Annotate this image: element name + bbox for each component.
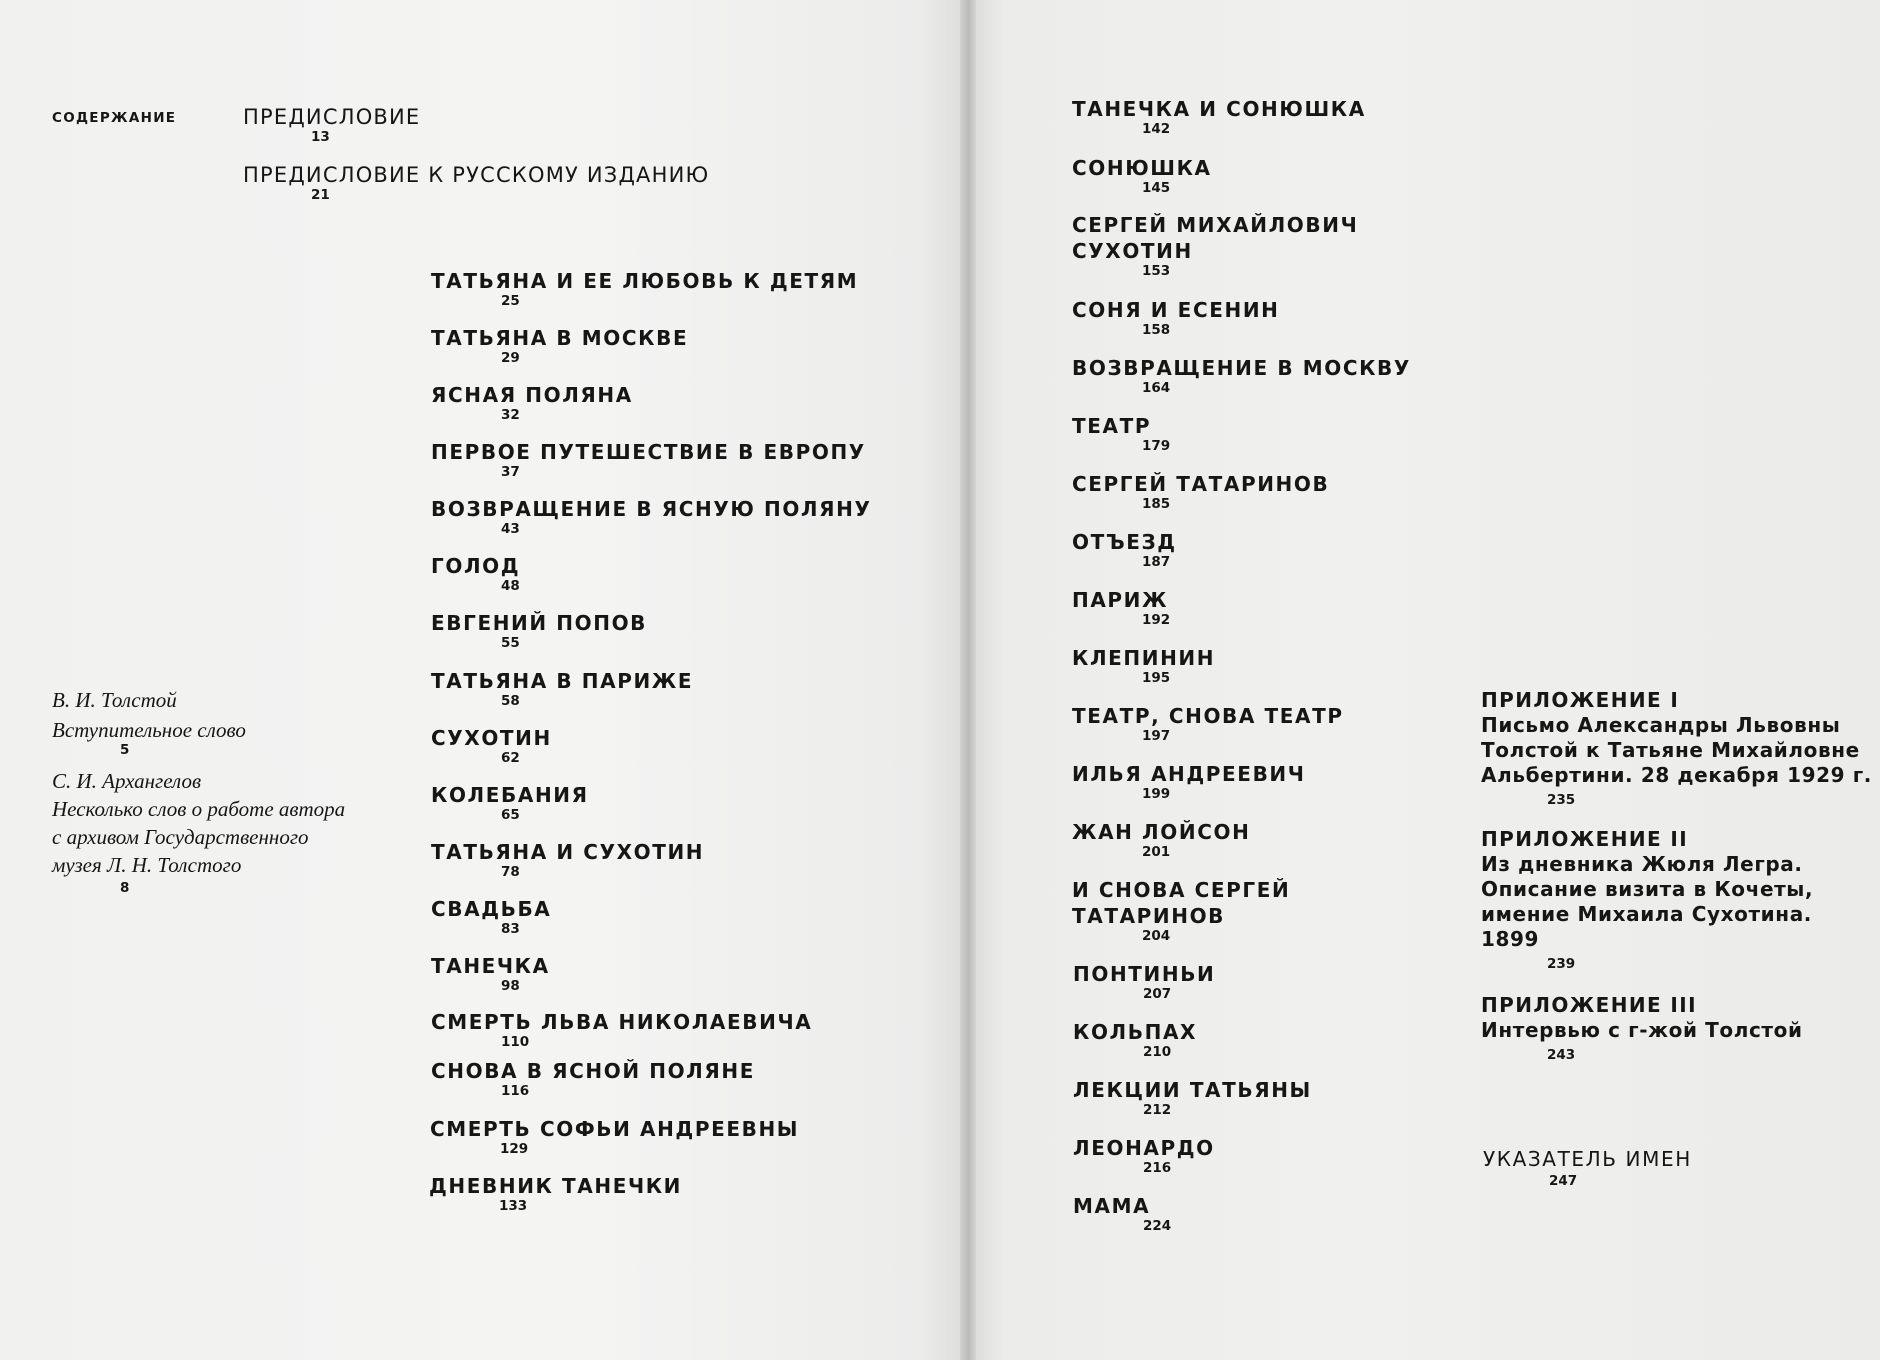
toc-entry <box>431 668 693 709</box>
toc-page: 43 <box>501 521 520 537</box>
toc-title: СУХОТИН <box>431 726 552 750</box>
index-entry <box>1483 1147 1692 1189</box>
toc-title: ВОЗВРАЩЕНИЕ В ЯСНУЮ ПОЛЯНУ <box>431 497 872 521</box>
toc-title: ЯСНАЯ ПОЛЯНА <box>431 383 633 407</box>
toc-title: ДНЕВНИК ТАНЕЧКИ <box>429 1174 683 1198</box>
toc-entry <box>1072 819 1250 860</box>
toc-title: ТЕАТР <box>1072 414 1152 438</box>
toc-entry <box>1072 155 1212 196</box>
toc-entry <box>431 782 589 823</box>
toc-entry-russian-preface <box>243 162 709 203</box>
toc-title: ГОЛОД <box>431 554 521 578</box>
toc-title: СОНЯ И ЕСЕНИН <box>1072 298 1280 322</box>
toc-title: ВОЗВРАЩЕНИЕ В МОСКВУ <box>1072 356 1411 380</box>
toc-page: 129 <box>500 1141 529 1157</box>
toc-title: СМЕРТЬ ЛЬВА НИКОЛАЕВИЧА <box>431 1010 813 1034</box>
toc-page: 133 <box>499 1198 528 1214</box>
appendix-page: 243 <box>1547 1047 1576 1063</box>
appendix-body: Интервью с г-жой Толстой <box>1481 1018 1803 1042</box>
toc-entry <box>1072 96 1366 137</box>
toc-page: 21 <box>311 187 330 203</box>
toc-entry <box>431 382 633 423</box>
toc-entry <box>431 953 550 994</box>
toc-title: ПЕРВОЕ ПУТЕШЕСТВИЕ В ЕВРОПУ <box>431 440 866 464</box>
toc-page: 62 <box>501 750 520 766</box>
toc-page: 153 <box>1142 263 1171 279</box>
toc-page: 83 <box>501 921 520 937</box>
toc-title: СВАДЬБА <box>431 897 552 921</box>
toc-page: 13 <box>311 129 330 145</box>
toc-entry <box>1072 212 1358 279</box>
toc-title: ЛЕОНАРДО <box>1073 1136 1215 1160</box>
toc-entry <box>431 839 704 880</box>
intro-title: Вступительное слово <box>52 718 246 742</box>
toc-title: ЛЕКЦИИ ТАТЬЯНЫ <box>1073 1078 1312 1102</box>
intro-page: 8 <box>120 880 130 896</box>
toc-entry-preface <box>243 104 420 145</box>
toc-title: СМЕРТЬ СОФЬИ АНДРЕЕВНЫ <box>430 1117 800 1141</box>
toc-title: КЛЕПИНИН <box>1072 646 1216 670</box>
toc-title: И СНОВА СЕРГЕЙ ТАТАРИНОВ <box>1072 878 1291 928</box>
toc-page: 179 <box>1142 438 1171 454</box>
toc-entry <box>429 1173 682 1214</box>
intro-author: В. И. Толстой <box>52 688 177 712</box>
toc-page: 210 <box>1143 1044 1172 1060</box>
toc-entry <box>1073 1019 1197 1060</box>
appendix-heading: ПРИЛОЖЕНИЕ III <box>1481 993 1697 1017</box>
intro-author: С. И. Архангелов <box>52 769 202 793</box>
toc-entry <box>1073 1135 1215 1176</box>
toc-entry <box>1072 297 1280 338</box>
toc-title: ОТЪЕЗД <box>1072 530 1177 554</box>
toc-page: 212 <box>1143 1102 1172 1118</box>
toc-title: ПАРИЖ <box>1072 588 1169 612</box>
toc-page: 48 <box>501 578 520 594</box>
toc-page: 55 <box>501 635 520 651</box>
toc-entry <box>431 725 552 766</box>
toc-title: ТАТЬЯНА И СУХОТИН <box>431 840 705 864</box>
toc-page: 197 <box>1142 728 1171 744</box>
toc-entry <box>431 553 520 594</box>
toc-title: КОЛЬПАХ <box>1073 1020 1198 1044</box>
toc-entry <box>1072 645 1215 686</box>
toc-entry <box>1072 877 1290 944</box>
toc-page: 37 <box>501 464 520 480</box>
toc-page: 187 <box>1142 554 1171 570</box>
toc-page: 164 <box>1142 380 1171 396</box>
toc-title: ТАНЕЧКА <box>431 954 550 978</box>
toc-page: 216 <box>1143 1160 1172 1176</box>
toc-entry <box>431 1009 812 1050</box>
toc-entry <box>431 610 647 651</box>
toc-entry <box>1073 1077 1312 1118</box>
toc-title: ПРЕДИСЛОВИЕ К РУССКОМУ ИЗДАНИЮ <box>243 163 710 187</box>
toc-entry <box>431 1058 755 1099</box>
toc-page: 199 <box>1142 786 1171 802</box>
toc-entry <box>1073 961 1215 1002</box>
appendix-entry <box>1481 688 1872 808</box>
toc-title: ТАТЬЯНА В МОСКВЕ <box>431 326 689 350</box>
toc-title: СНОВА В ЯСНОЙ ПОЛЯНЕ <box>431 1059 755 1083</box>
toc-page: 29 <box>501 350 520 366</box>
toc-entry <box>431 439 866 480</box>
toc-page: 142 <box>1142 121 1171 137</box>
appendix-body: Письмо Александры Львовны Толстой к Татьяне Михайловне Альбертини. 28 декабря 1929 г. <box>1481 713 1872 787</box>
toc-entry <box>1072 471 1329 512</box>
toc-title: ЕВГЕНИЙ ПОПОВ <box>431 611 648 635</box>
toc-page: 25 <box>501 293 520 309</box>
index-heading: УКАЗАТЕЛЬ ИМЕН <box>1483 1147 1692 1171</box>
toc-page: 58 <box>501 693 520 709</box>
toc-page: 116 <box>501 1083 530 1099</box>
toc-page: 145 <box>1142 180 1171 196</box>
toc-entry <box>1073 1193 1171 1234</box>
toc-title: ПРЕДИСЛОВИЕ <box>243 105 421 129</box>
toc-title: МАМА <box>1073 1194 1151 1218</box>
appendix-page: 239 <box>1547 956 1576 972</box>
toc-page: 98 <box>501 978 520 994</box>
toc-page: 201 <box>1142 844 1171 860</box>
toc-title: ЖАН ЛОЙСОН <box>1072 820 1251 844</box>
toc-page: 158 <box>1142 322 1171 338</box>
toc-title: СЕРГЕЙ ТАТАРИНОВ <box>1072 472 1330 496</box>
toc-title: СЕРГЕЙ МИХАЙЛОВИЧ СУХОТИН <box>1072 213 1359 263</box>
toc-page: 110 <box>501 1034 530 1050</box>
book-gutter <box>960 0 976 1360</box>
toc-entry <box>1072 703 1344 744</box>
toc-entry <box>431 896 551 937</box>
toc-entry <box>1072 355 1411 396</box>
index-page: 247 <box>1549 1173 1578 1189</box>
toc-page: 224 <box>1143 1218 1172 1234</box>
toc-title: КОЛЕБАНИЯ <box>431 783 589 807</box>
toc-title: ТАТЬЯНА И ЕЕ ЛЮБОВЬ К ДЕТЯМ <box>431 269 859 293</box>
toc-page: 185 <box>1142 496 1171 512</box>
toc-entry <box>431 268 858 309</box>
appendix-entry <box>1481 993 1803 1063</box>
toc-entry <box>430 1116 799 1157</box>
toc-title: ПОНТИНЬИ <box>1073 962 1216 986</box>
toc-page: 32 <box>501 407 520 423</box>
toc-entry <box>431 496 872 537</box>
contents-label: СОДЕРЖАНИЕ <box>52 110 177 126</box>
toc-page: 204 <box>1142 928 1171 944</box>
toc-title: ТЕАТР, СНОВА ТЕАТР <box>1072 704 1344 728</box>
toc-page: 195 <box>1142 670 1171 686</box>
toc-title: СОНЮШКА <box>1072 156 1212 180</box>
toc-title: ИЛЬЯ АНДРЕЕВИЧ <box>1072 762 1306 786</box>
appendix-page: 235 <box>1547 792 1576 808</box>
toc-page: 65 <box>501 807 520 823</box>
appendix-entry <box>1481 827 1813 972</box>
toc-title: ТАНЕЧКА И СОНЮШКА <box>1072 97 1366 121</box>
toc-entry <box>431 325 688 366</box>
toc-entry <box>1072 413 1170 454</box>
appendix-heading: ПРИЛОЖЕНИЕ I <box>1481 688 1680 712</box>
appendix-heading: ПРИЛОЖЕНИЕ II <box>1481 827 1689 851</box>
toc-entry <box>1072 587 1170 628</box>
toc-page: 207 <box>1143 986 1172 1002</box>
appendix-body: Из дневника Жюля Легра. Описание визита в Кочеты, имение Михаила Сухотина. 1899 <box>1481 852 1814 951</box>
toc-entry <box>1072 529 1177 570</box>
toc-page: 78 <box>501 864 520 880</box>
toc-title: ТАТЬЯНА В ПАРИЖЕ <box>431 669 694 693</box>
toc-page: 192 <box>1142 612 1171 628</box>
intro-title: Несколько слов о работе автора с архивом Государственного музея Л. Н. Толстого <box>52 797 346 877</box>
intro-page: 5 <box>120 742 130 758</box>
toc-entry <box>1072 761 1306 802</box>
